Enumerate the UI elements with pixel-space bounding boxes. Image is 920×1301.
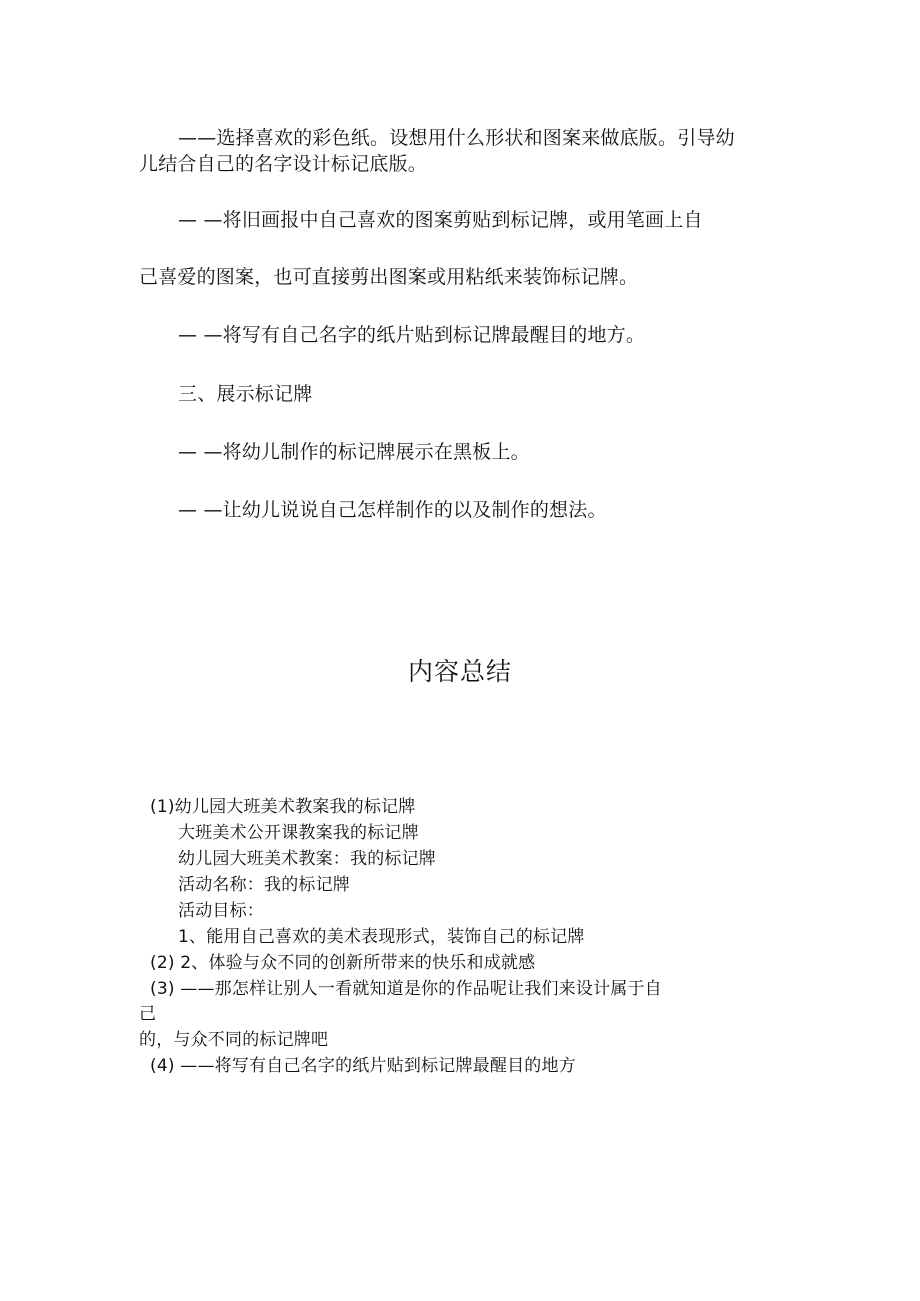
paragraph-line: — —将写有自己名字的纸片贴到标记牌最醒目的地方。 <box>178 324 646 346</box>
summary-item: (2) 2、体验与众不同的创新所带来的快乐和成就感 <box>150 953 536 973</box>
section-heading: 三、展示标记牌 <box>178 383 313 405</box>
summary-item: 大班美术公开课教案我的标记牌 <box>178 823 419 843</box>
paragraph-line: ——选择喜欢的彩色纸。设想用什么形状和图案来做底版。引导幼 <box>178 127 735 149</box>
paragraph-line: — —将旧画报中自己喜欢的图案剪贴到标记牌，或用笔画上自 <box>178 209 703 231</box>
paragraph-line: 儿结合自己的名字设计标记底版。 <box>139 153 428 175</box>
paragraph-line: — —让幼儿说说自己怎样制作的以及制作的想法。 <box>178 499 607 521</box>
summary-item: 活动名称：我的标记牌 <box>178 875 350 895</box>
summary-item: (4) ——将写有自己名字的纸片贴到标记牌最醒目的地方 <box>150 1056 576 1076</box>
summary-item: 活动目标： <box>178 901 264 921</box>
summary-item: 幼儿园大班美术教案：我的标记牌 <box>178 849 436 869</box>
paragraph-line: 己喜爱的图案，也可直接剪出图案或用粘纸来装饰标记牌。 <box>139 266 639 288</box>
summary-item: 的，与众不同的标记牌吧 <box>139 1030 329 1050</box>
paragraph-line: — —将幼儿制作的标记牌展示在黑板上。 <box>178 441 530 463</box>
summary-item: 1、能用自己喜欢的美术表现形式，装饰自己的标记牌 <box>178 927 585 947</box>
summary-item: (1)幼儿园大班美术教案我的标记牌 <box>150 797 416 817</box>
summary-title: 内容总结 <box>407 657 512 686</box>
summary-item: 己 <box>139 1004 157 1024</box>
summary-item: (3) ——那怎样让别人一看就知道是你的作品呢让我们来设计属于自 <box>150 979 662 999</box>
